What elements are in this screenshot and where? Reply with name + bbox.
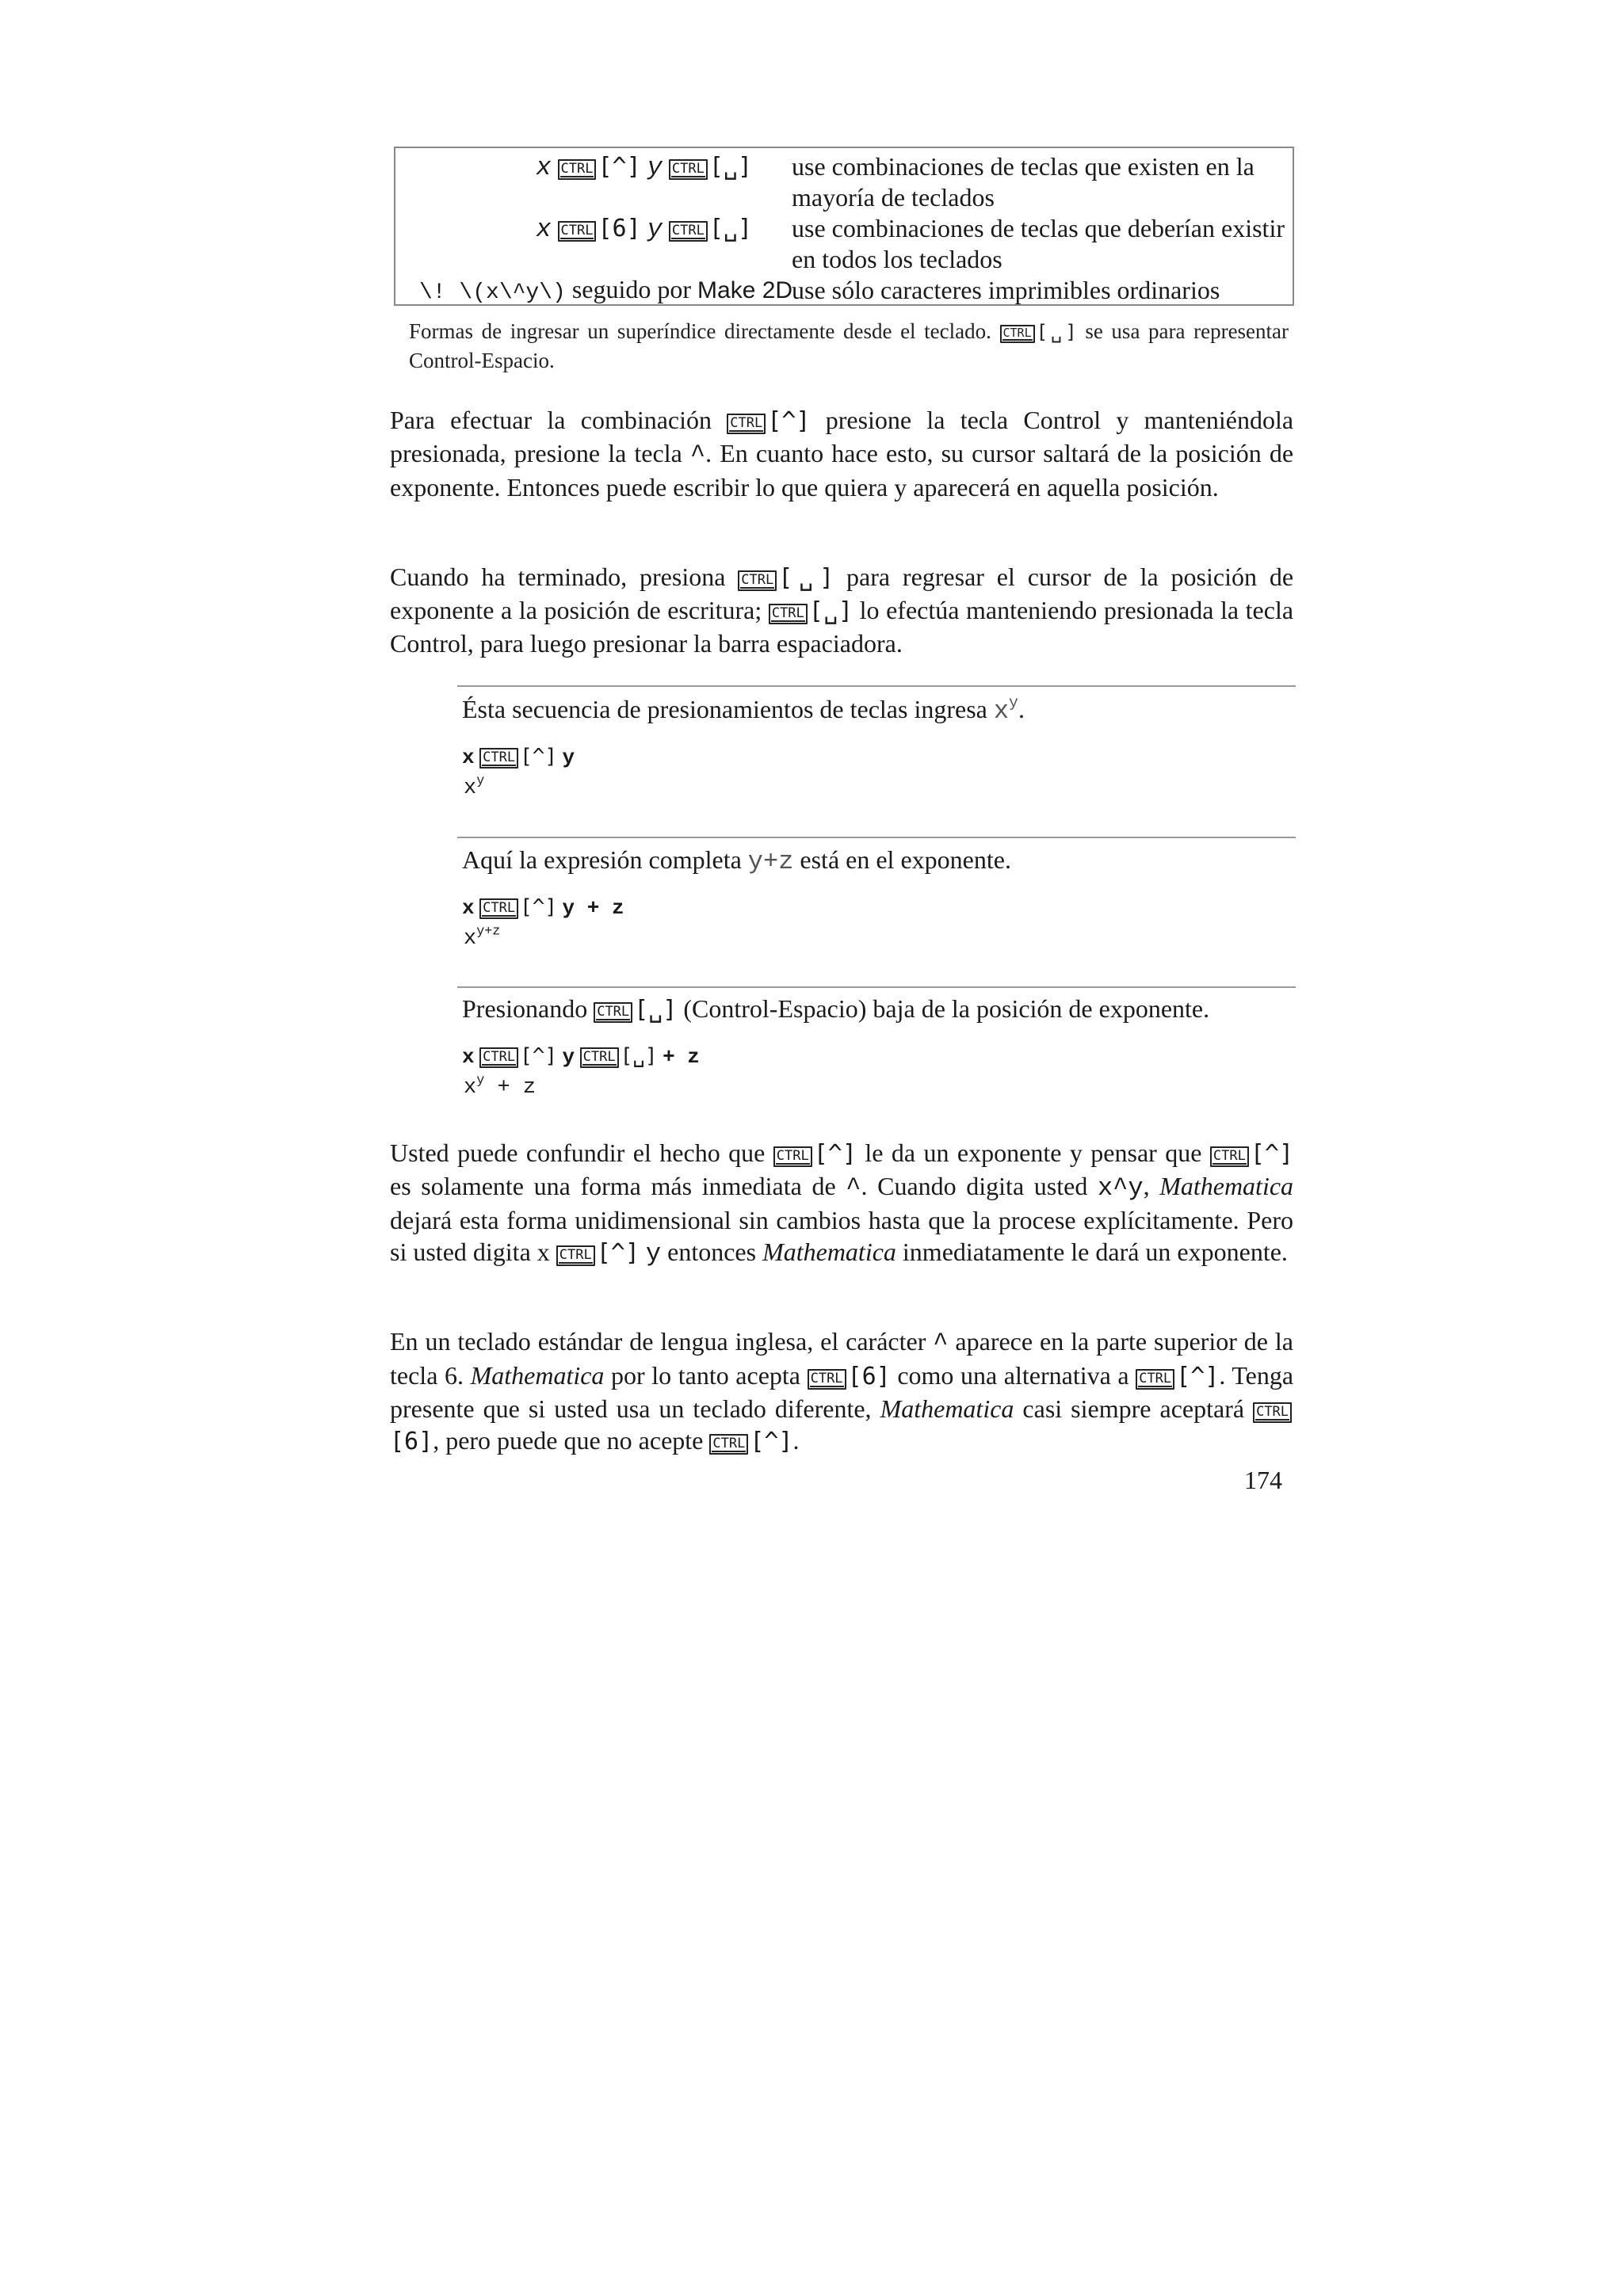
output-cell: $x^y$	[464, 773, 485, 800]
input-cell: x CTRL [^] y CTRL [␣]	[536, 153, 752, 182]
input-expression: \! \(x\^y\)	[419, 280, 566, 305]
ctrl-key-icon: CTRL	[1000, 325, 1035, 343]
input-cell: x CTRL [6] y CTRL [␣]	[536, 215, 752, 244]
caret-key: ^	[612, 153, 627, 181]
input-cell: x CTRL [^] y	[462, 745, 575, 769]
ctrl-key-icon: CTRL	[479, 1047, 518, 1068]
paragraph: Para efectuar la combinación CTRL [^] presione la tecla Control y manteniéndola presionada, presione la tecla ^. En cuanto hace esto, su cursor saltará de la posición de exponente. Entonces puede escribir lo que quiera y aparecerá en aquella posición.	[390, 406, 1294, 502]
ctrl-key-icon: CTRL	[1253, 1402, 1292, 1423]
section-text: Ésta secuencia de presionamientos de teclas ingresa $x^y$.	[462, 693, 1025, 726]
ctrl-key-icon: CTRL	[580, 1047, 619, 1068]
row-description: use combinaciones de teclas que existen en la mayoría de teclados	[792, 152, 1254, 212]
section-text: Presionando CTRL [␣] (Control-Espacio) baja de la posición de exponente.	[462, 994, 1210, 1024]
paragraph: Cuando ha terminado, presiona CTRL [␣] para regresar el cursor de la posición de exponente a la posición de escritura; CTRL [␣] lo efectúa manteniendo presionada la tecla Control, para luego presionar la barra espaciadora.	[390, 563, 1294, 658]
table-caption: Formas de ingresar un superíndice directamente desde el teclado. CTRL [␣] se usa para representar Control-Espacio.	[409, 319, 1289, 372]
ctrl-key-icon: CTRL	[1210, 1146, 1249, 1167]
row-description: use combinaciones de teclas que deberían existir en todos los teclados	[792, 214, 1285, 273]
ctrl-key-icon: CTRL	[669, 159, 708, 180]
ctrl-key-icon: CTRL	[594, 1002, 632, 1023]
space-key: ␣	[723, 215, 738, 242]
ctrl-key-icon: CTRL	[479, 748, 518, 769]
make-2d-label: Make 2D	[697, 277, 793, 303]
section-text: Aquí la expresión completa y+z está en el exponente.	[462, 845, 1011, 876]
ctrl-key-icon: CTRL	[558, 159, 597, 180]
space-key: ␣	[723, 153, 738, 181]
input-y: y	[647, 153, 663, 182]
ctrl-key-icon: CTRL	[769, 604, 808, 624]
output-cell: $x^{y+z}$	[464, 924, 501, 951]
ctrl-key-icon: CTRL	[669, 221, 708, 242]
ctrl-key-icon: CTRL	[558, 221, 597, 242]
key-combination-table	[394, 147, 1294, 306]
six-key: 6	[612, 215, 627, 242]
ctrl-key-icon: CTRL	[479, 898, 518, 919]
section-divider	[457, 986, 1296, 988]
input-y: y	[647, 215, 663, 244]
ctrl-key-icon: CTRL	[738, 570, 777, 591]
input-cell: x CTRL [^] y CTRL [␣] + z	[462, 1044, 700, 1069]
ctrl-key-icon: CTRL	[808, 1369, 846, 1390]
section-divider	[457, 837, 1296, 838]
ctrl-key-icon: CTRL	[1136, 1369, 1174, 1390]
page-number: 174	[1244, 1466, 1282, 1494]
section-divider	[457, 685, 1296, 687]
input-x: x	[536, 153, 552, 182]
ctrl-key-icon: CTRL	[773, 1146, 812, 1167]
ctrl-key-icon: CTRL	[727, 414, 766, 434]
output-cell: $x^y + z$	[464, 1073, 537, 1100]
paragraph: En un teclado estándar de lengua inglesa, el carácter ^ aparece en la parte superior de la tecla 6. Mathematica por lo tanto acepta CTRL [6] como una alternativa a CTRL [^]. Tenga presente que si usted usa un teclado diferente, Mathematica casi siempre aceptará CTRL[6], pero puede que no acepte CTRL [^].	[390, 1327, 1294, 1455]
input-x: x	[536, 215, 552, 244]
input-cell: x CTRL [^] y + z	[462, 895, 624, 920]
ctrl-key-icon: CTRL	[556, 1245, 595, 1266]
paragraph: Usted puede confundir el hecho que CTRL [^] le da un exponente y pensar que CTRL [^] es solamente una forma más inmediata de ^. Cuando digita usted x^y, Mathematica dejará esta forma unidimensional sin cambios hasta que la procese explícitamente. Pero si usted digita x CTRL [^] y entonces Mathematica inmediatamente le dará un exponente.	[390, 1138, 1294, 1268]
ctrl-key-icon: CTRL	[709, 1434, 748, 1455]
input-cell	[419, 275, 792, 305]
input-suffix: seguido por	[571, 275, 692, 303]
row-description: use sólo caracteres imprimibles ordinarios	[792, 276, 1220, 304]
